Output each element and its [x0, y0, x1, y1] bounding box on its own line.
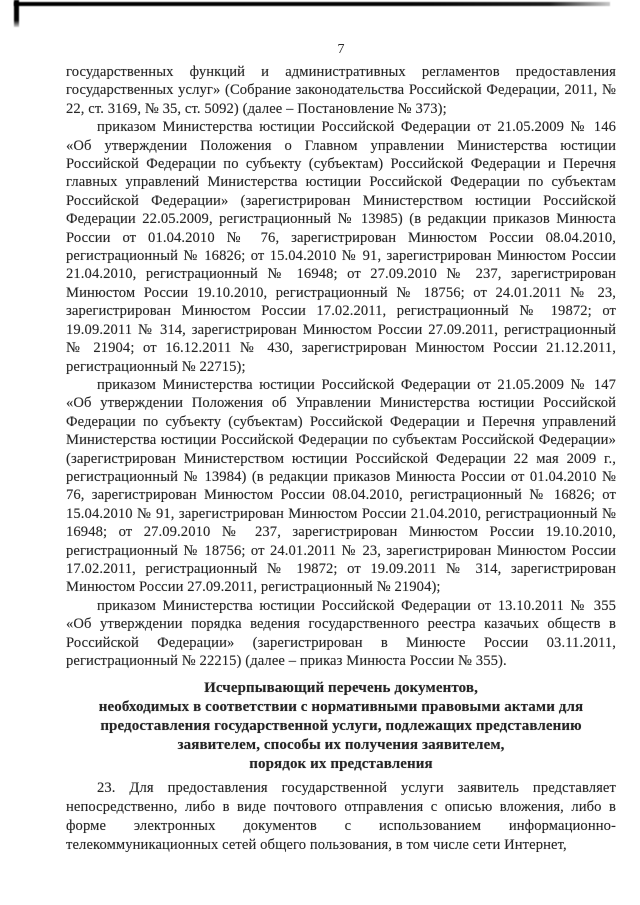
page-number: 7 [337, 42, 345, 57]
paragraph-order-146: приказом Министерства юстиции Российской Федерации от 21.05.2009 № 146 «Об утверждении Положения о Главном управлении Министерства юстиции Российской Федерации по субъекту (субъектам) Российской Федерации и Перечня главных управлений Министерства юстиции Российской Федерации по субъектам Российской Федерации» (зарегистрирован Министерством юстиции Российской Федерации 22.05.2009, регистрационный № 13985) (в редакции приказов Минюста России от 01.04.2010 № 76, зарегистрирован Минюстом России 08.04.2010, регистрационный № 16826; от 15.04.2010 № 91, зарегистрирован Минюстом России 21.04.2010, регистрационный № 16948; от 27.09.2010 № 237, зарегистрирован Минюстом России 19.10.2010, регистрационный № 18756; от 24.01.2011 № 23, зарегистрирован Минюстом России 17.02.2011, регистрационный № 19872; от 19.09.2011 № 314, зарегистрирован Минюстом России 27.09.2011, регистрационный № 21904; от 16.12.2011 № 430, зарегистрирован Минюстом России 21.12.2011, регистрационный № 22715); [66, 119, 616, 375]
paragraph-order-355: приказом Министерства юстиции Российской Федерации от 13.10.2011 № 355 «Об утверждении порядка ведения государственного реестра казачьих обществ в Российской Федерации» (зарегистрирован в Минюсте России 03.11.2011, регистрационный № 22215) (далее – приказ Минюста России № 355). [66, 597, 616, 669]
paragraph-continuation-postanovlenie-373: государственных функций и административных регламентов предоставления государственных услуг» (Собрание законодательства Российской Федерации, 2011, № 22, ст. 3169, № 35, ст. 5092) (далее – Постановление № 373); [66, 64, 616, 117]
section-heading-documents-list: Исчерпывающий перечень документов, необходимых в соответствии с нормативными правовыми актами для предоставления государственной услуги, подлежащих представлению заявителем, способы их получения заявителем, порядок их представления [98, 680, 584, 773]
paragraph-order-147: приказом Министерства юстиции Российской Федерации от 21.05.2009 № 147 «Об утверждении Положения об Управлении Министерства юстиции Российской Федерации по субъекту (субъектам) Российской Федерации и Перечня управлений Министерства юстиции Российской Федерации по субъектам Российской Федерации» (зарегистрирован Министерством юстиции Российской Федерации 22 мая 2009 г., регистрационный № 13984) (в редакции приказов Минюста России от 01.04.2010 № 76, зарегистрирован Минюстом России 08.04.2010, регистрационный № 16826; от 15.04.2010 № 91, зарегистрирован Минюстом России 21.04.2010, регистрационный № 16948; от 27.09.2010 № 237, зарегистрирован Минюстом России 19.10.2010, регистрационный № 18756; от 24.01.2011 № 23, зарегистрирован Минюстом России 17.02.2011, регистрационный № 19872; от 19.09.2011 № 314, зарегистрирован Минюстом России 27.09.2011, регистрационный № 21904); [66, 376, 616, 596]
scan-artifact-left-edge [14, 0, 19, 27]
page-content [66, 0, 616, 855]
paragraph-23: 23. Для предоставления государственной услуги заявитель представляет непосредственно, либо в виде почтового отправления с описью вложения, либо в форме электронных документов с использованием информационно-телекоммуникационных сетей общего пользования, в том числе сети Интернет, [66, 780, 616, 853]
